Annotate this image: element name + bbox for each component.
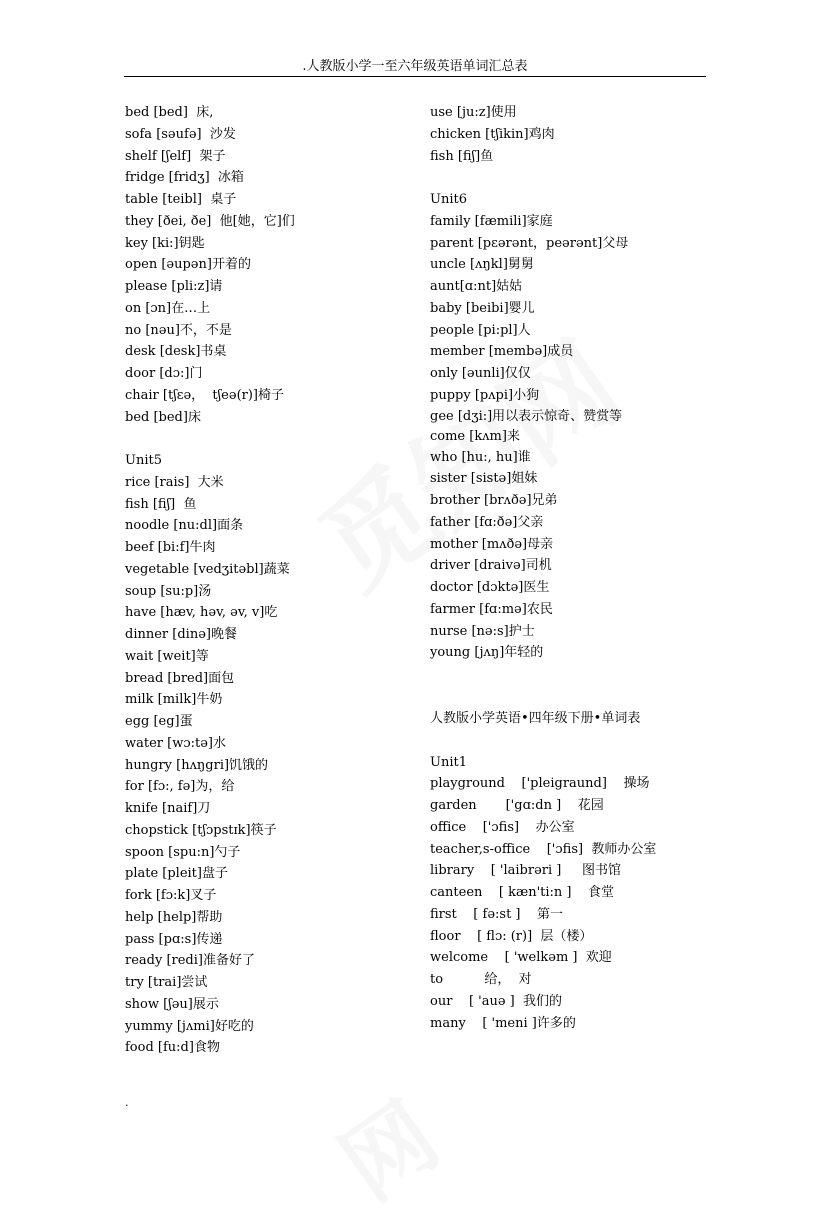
vocab-entry: knife [naif]刀 [125, 801, 211, 816]
vocab-entry: ready [redi]准备好了 [125, 953, 255, 969]
vocab-entry: first [ fə:st ] 第一 [430, 906, 564, 922]
right-column [430, 102, 760, 1034]
vocab-entry: playground ['pleigraund] 操场 [430, 776, 650, 792]
vocab-entry: floor [ flɔ: (r)] 层（楼） [430, 928, 593, 944]
vocab-entry: nurse [nə:s]护士 [430, 623, 535, 639]
page-title: .人教版小学一至六年级英语单词汇总表 [302, 59, 528, 74]
blank-line [125, 428, 415, 450]
vocab-entry: office ['ɔfis] 办公室 [430, 819, 575, 835]
blank-line [430, 730, 760, 752]
vocab-entry: parent [pɛərənt，peərənt]父母 [430, 235, 629, 251]
vocab-entry: doctor [dɔktə]医生 [430, 580, 550, 595]
vocab-entry: beef [bi:f]牛肉 [125, 540, 216, 555]
vocab-entry: chicken [tʃikin]鸡肉 [430, 126, 555, 142]
vocab-entry: key [ki:]钥匙 [125, 235, 205, 251]
vocab-entry: bed [bed] 床, [125, 105, 214, 120]
vocab-entry: many [ 'meni ]许多的 [430, 1015, 576, 1031]
vocab-entry: fork [fɔ:k]叉子 [125, 888, 217, 903]
vocab-entry: library [ 'laibrəri ] 图书馆 [430, 863, 622, 879]
vocab-entry: fish [fiʃ]鱼 [430, 148, 494, 164]
blank-line [430, 167, 760, 189]
unit-heading: Unit1 [430, 754, 467, 770]
vocab-entry: noodle [nu:dl]面条 [125, 518, 244, 534]
vocab-entry: family [fæmili]家庭 [430, 213, 553, 229]
vocab-entry: sofa [səufə] 沙发 [125, 126, 236, 142]
vocab-entry: have [hæv, həv, əv, v]吃 [125, 605, 278, 621]
section-gap [430, 664, 760, 708]
vocab-entry: wait [weit]等 [125, 648, 209, 664]
vocab-entry: food [fu:d]食物 [125, 1040, 220, 1056]
vocab-entry: fish [fiʃ] 鱼 [125, 496, 197, 512]
vocab-entry: please [pli:z]请 [125, 279, 223, 294]
right-column-bottom [430, 708, 760, 1034]
vocab-entry: bread [bred]面包 [125, 670, 235, 686]
vocab-entry: rice [rais] 大米 [125, 474, 224, 490]
vocab-entry: member [membə]成员 [430, 344, 574, 360]
vocab-entry: try [trai]尝试 [125, 975, 208, 990]
vocab-entry: shelf [ʃelf] 架子 [125, 148, 226, 164]
vocab-entry: plate [pleit]盘子 [125, 866, 228, 882]
vocab-entry: people [pi:pl]人 [430, 322, 531, 338]
vocab-entry: welcome [ 'welkəm ] 欢迎 [430, 950, 612, 966]
vocab-entry: garden ['gɑ:dn ] 花园 [430, 798, 604, 813]
vocab-entry: chair [tʃɛə， tʃeə(r)]椅子 [125, 387, 284, 403]
vocab-entry: show [ʃəu]展示 [125, 996, 219, 1012]
left-column [125, 102, 415, 1059]
vocab-entry: spoon [spu:n]勺子 [125, 844, 241, 860]
vocab-entry: aunt[ɑ:nt]姑姑 [430, 279, 523, 294]
vocab-entry: egg [eg]蛋 [125, 714, 193, 729]
vocab-entry: to 给， 对 [430, 972, 532, 987]
header-divider [124, 76, 706, 77]
vocab-entry: who [hu:, hu]谁 [430, 449, 531, 465]
unit-heading: Unit6 [430, 192, 467, 207]
vocab-entry: yummy [jʌmi]好吃的 [125, 1018, 254, 1034]
vocab-entry: water [wɔ:tə]水 [125, 735, 226, 751]
unit-heading: Unit5 [125, 453, 162, 468]
vocab-entry: they [ðei, ðe] 他[她，它]们 [125, 213, 295, 229]
vocab-entry: canteen [ kæn'ti:n ] 食堂 [430, 885, 615, 900]
vocab-entry: brother [brʌðə]兄弟 [430, 493, 558, 508]
vocab-entry: fridge [fridʒ] 冰箱 [125, 170, 244, 186]
vocab-entry: uncle [ʌŋkl]舅舅 [430, 257, 534, 273]
footer-dot: . [125, 1096, 129, 1109]
watermark [311, 1066, 459, 1224]
vocab-entry: use [ju:z]使用 [430, 105, 517, 120]
vocab-entry: young [jʌŋ]年轻的 [430, 645, 544, 661]
vocab-entry: no [nəu]不，不是 [125, 322, 232, 338]
vocab-entry: open [əupən]开着的 [125, 257, 251, 273]
vocab-entry: teacher,s-office ['ɔfis] 教师办公室 [430, 841, 657, 857]
right-column-top [430, 102, 760, 664]
vocab-entry: help [help]帮助 [125, 909, 223, 925]
vocab-entry: on [ɔn]在…上 [125, 300, 211, 316]
vocab-entry: for [fɔ:, fə]为，给 [125, 779, 235, 795]
vocab-entry: mother [mʌðə]母亲 [430, 536, 554, 552]
vocab-entry: only [əunli]仅仅 [430, 366, 531, 381]
vocab-entry: our [ 'auə ] 我们的 [430, 993, 563, 1009]
vocab-entry: hungry [hʌŋgri]饥饿的 [125, 757, 269, 773]
vocab-entry: bed [bed]床 [125, 409, 201, 425]
vocab-entry: milk [milk]牛奶 [125, 692, 223, 708]
vocab-entry: vegetable [vedʒitəbl]蔬菜 [125, 561, 290, 577]
vocab-entry: farmer [fɑ:mə]农民 [430, 601, 553, 617]
vocab-entry: 人教版小学英语•四年级下册•单词表 [430, 711, 641, 726]
vocab-entry: father [fɑ:ðə]父亲 [430, 514, 544, 530]
vocab-entry: soup [su:p]汤 [125, 583, 212, 599]
vocab-entry: pass [pɑ:s]传递 [125, 931, 223, 947]
vocab-entry: come [kʌm]来 [430, 428, 520, 444]
vocab-entry: table [teibl] 桌子 [125, 192, 237, 207]
vocab-entry: desk [desk]书桌 [125, 344, 227, 360]
vocab-entry: gee [dʒi:]用以表示惊奇、赞赏等 [430, 408, 623, 424]
vocab-entry: door [dɔ:]门 [125, 366, 203, 381]
vocab-entry: baby [beibi]婴儿 [430, 300, 535, 316]
vocab-entry: driver [draivə]司机 [430, 558, 552, 574]
vocab-entry: sister [sistə]姐妹 [430, 471, 538, 487]
vocab-entry: dinner [dinə]晚餐 [125, 627, 237, 642]
vocab-entry: chopstick [tʃɔpstɪk]筷子 [125, 822, 277, 838]
vocab-entry: puppy [pʌpi]小狗 [430, 387, 540, 403]
